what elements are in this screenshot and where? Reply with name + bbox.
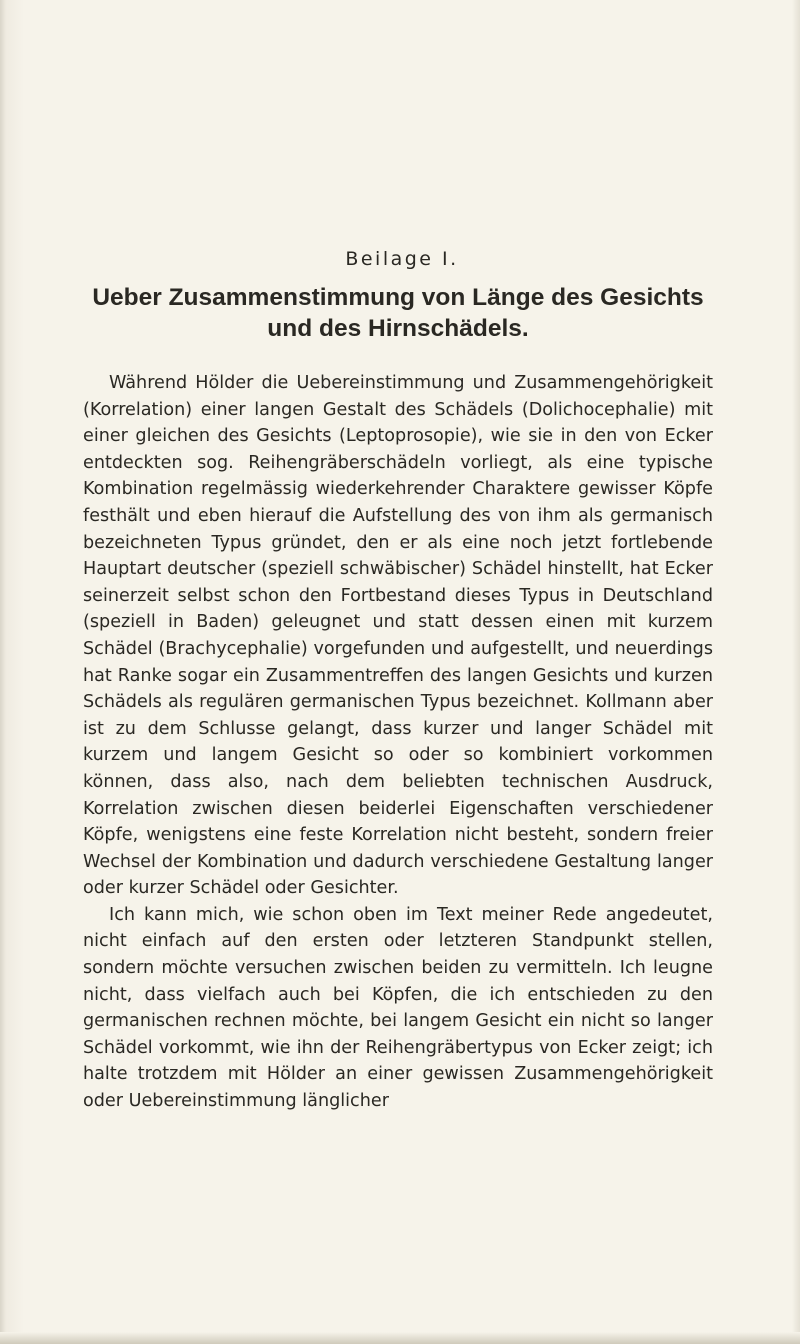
paragraph-2: Ich kann mich, wie schon oben im Text meiner Rede angedeutet, nicht einfach auf den ersten oder letzteren Standpunkt stellen, sondern möchte versuchen zwischen beiden zu vermitteln. Ich leugne nicht, dass vielfach auch bei Köpfen, die ich entschieden zu den germanischen rechnen möchte, bei langem Gesicht ein nicht so langer Schädel vorkommt, wie ihn der Reihengräbertypus von Ecker zeigt; ich halte trotzdem mit Hölder an einer gewissen Zusammengehörigkeit oder Uebereinstimmung länglicher xyxy=(83,904,713,1112)
page-right-edge xyxy=(792,0,800,1344)
page-bottom-edge xyxy=(0,1332,800,1344)
paragraph-1: Während Hölder die Uebereinstimmung und Zusammengehörigkeit (Korrelation) einer langen Gestalt des Schädels (Dolichocephalie) mit einer gleichen des Gesichts (Leptoprosopie), wie sie in den von Ecker entdeckten sog. Reihengräberschädeln vorliegt, als eine typische Kombination regelmässig wiederkehrender Charaktere gewisser Köpfe festhält und eben hierauf die Aufstellung des von ihm als germanisch bezeichneten Typus gründet, den er als eine noch jetzt fortlebende Hauptart deutscher (speziell schwäbischer) Schädel hinstellt, hat Ecker seinerzeit selbst schon den Fortbestand dieses Typus in Deutschland (speziell in Baden) geleugnet und statt dessen einen mit kurzem Schädel (Brachycephalie) vorgefunden und aufgestellt, und neuerdings hat Ranke sogar ein Zusammentreffen des langen Gesichts und kurzen Schädels als regulären germanischen Typus bezeichnet. Kollmann aber ist zu dem Schlusse gelangt, dass kurzer und langer Schädel mit kurzem und langem Gesicht so oder so kombiniert vorkommen können, dass also, nach dem beliebten technischen Ausdruck, Korrelation zwischen diesen beiderlei Eigenschaften verschiedener Köpfe, wenigstens eine feste Korrelation nicht besteht, sondern freier Wechsel der Kombination und dadurch verschiedene Gestaltung langer oder kurzer Schädel oder Gesichter. xyxy=(83,373,713,899)
supplement-label: Beilage I. xyxy=(345,248,459,270)
section-title-line-2: und des Hirnschädels. xyxy=(267,315,529,342)
page-binding-edge xyxy=(0,0,24,1344)
page-content xyxy=(83,248,713,1115)
section-title xyxy=(83,282,713,344)
body-text xyxy=(83,370,713,1115)
section-title-line-1: Ueber Zusammenstimmung von Länge des Gesichts xyxy=(92,284,704,311)
